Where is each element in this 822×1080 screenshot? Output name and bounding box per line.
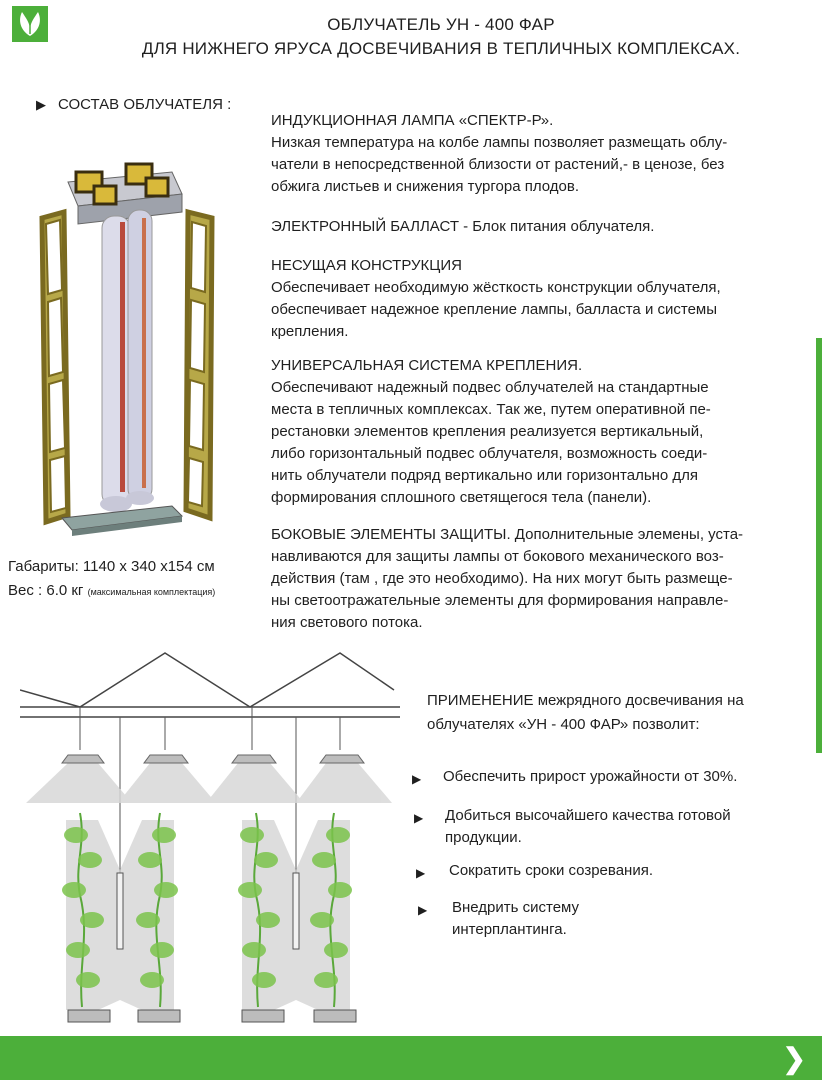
- ballast-unit: [68, 164, 182, 224]
- frame-block: [271, 255, 811, 343]
- page-title-line2: ДЛЯ НИЖНЕГО ЯРУСА ДОСВЕЧИВАНИЯ В ТЕПЛИЧНЫХ КОМПЛЕКСАХ.: [141, 39, 741, 58]
- dimensions-text: Габариты: 1140 х 340 х154 см: [8, 558, 215, 575]
- mount-line: формирования сплошного светящегося тела (панели).: [271, 489, 652, 506]
- side-line: ны светоотражательные элементы для формирования направле-: [271, 592, 729, 609]
- greenhouse-illustration: [20, 645, 415, 1030]
- lamp-block: [271, 110, 811, 198]
- mount-title: УНИВЕРСАЛЬНАЯ СИСТЕМА КРЕПЛЕНИЯ.: [271, 357, 583, 374]
- composition-heading: ▶ СОСТАВ ОБЛУЧАТЕЛЯ :: [36, 96, 232, 113]
- mount-line: Обеспечивают надежный подвес облучателей на стандартные: [271, 379, 709, 396]
- side-protection-block: [271, 524, 811, 634]
- mount-line: нить облучатели подряд вертикально или горизонтально для: [271, 467, 699, 484]
- benefit-item: ▶ Добиться высочайшего качества готовой продукции.: [414, 807, 731, 846]
- green-side-bar: [816, 338, 822, 753]
- leaf-logo-icon: [12, 6, 48, 42]
- triangle-right-icon: ▶: [414, 811, 424, 825]
- mount-line: либо горизонтальный подвес облучателя, возможность соеди-: [271, 445, 708, 462]
- frame-line: Обеспечивает необходимую жёсткость конструкции облучателя,: [271, 279, 721, 296]
- frame-line: крепления.: [271, 323, 349, 340]
- application-heading: ПРИМЕНЕНИЕ межрядного досвечивания на облучателях «УН - 400 ФАР» позволит:: [427, 692, 744, 733]
- lamp-title: ИНДУКЦИОННАЯ ЛАМПА «СПЕКТР-Р».: [271, 112, 554, 129]
- chevron-right-icon: ❯: [782, 1043, 806, 1074]
- lamp-line: Низкая температура на колбе лампы позволяет размещать облу-: [271, 134, 728, 151]
- benefit-item: ▶ Обеспечить прирост урожайности от 30%.: [412, 766, 737, 788]
- frame-line: обеспечивает надежное крепление лампы, балласта и системы: [271, 301, 718, 318]
- weight-note: (максимальная комплектация): [87, 587, 216, 597]
- top-lamps: [62, 755, 364, 763]
- ballast-title: ЭЛЕКТРОННЫЙ БАЛЛАСТ - Блок питания облучателя.: [271, 218, 655, 235]
- triangle-right-icon: ▶: [412, 772, 422, 786]
- side-panel-right: [186, 212, 212, 518]
- plant-pots: [68, 1010, 356, 1022]
- side-line: ния светового потока.: [271, 614, 423, 631]
- benefit-item: ▶ Внедрить систему интерплантинга.: [418, 899, 580, 938]
- weight-text: Вес : 6.0 кг (максимальная комплектация): [8, 582, 216, 599]
- mount-line: места в тепличных комплексах. Так же, путем оперативной пе-: [271, 401, 711, 418]
- greenhouse-roof: [20, 653, 400, 717]
- side-panel-left: [42, 212, 68, 522]
- side-line: навливаются для защиты лампы от бокового механического воз-: [271, 548, 724, 565]
- side-line: действия (там , где это необходимо). На них могут быть размеще-: [271, 570, 733, 587]
- induction-lamp: [100, 210, 154, 512]
- lamp-line: чатели в непосредственной близости от растений,- в ценозе, без: [271, 156, 725, 173]
- light-cones: [26, 763, 392, 803]
- side-line: БОКОВЫЕ ЭЛЕМЕНТЫ ЗАЩИТЫ. Дополнительные элемены, уста-: [271, 526, 744, 543]
- triangle-right-icon: ▶: [416, 866, 426, 880]
- mount-line: рестановки элементов крепления реализуется вертикальный,: [271, 423, 704, 440]
- lamp-illustration: [22, 150, 252, 550]
- footer-bar: [0, 1036, 822, 1080]
- lamp-line: обжига листьев и снижения тургора плодов.: [271, 178, 579, 195]
- ballast-block: [271, 216, 811, 238]
- interrow-light: [66, 820, 350, 1010]
- page-title-line1: ОБЛУЧАТЕЛЬ УН - 400 ФАР: [327, 15, 555, 34]
- frame-title: НЕСУЩАЯ КОНСТРУКЦИЯ: [271, 257, 462, 274]
- mount-block: [271, 355, 811, 509]
- triangle-right-icon: ▶: [418, 903, 428, 917]
- benefit-item: ▶ Сократить сроки созревания.: [416, 860, 653, 882]
- triangle-right-icon: ▶: [36, 97, 46, 112]
